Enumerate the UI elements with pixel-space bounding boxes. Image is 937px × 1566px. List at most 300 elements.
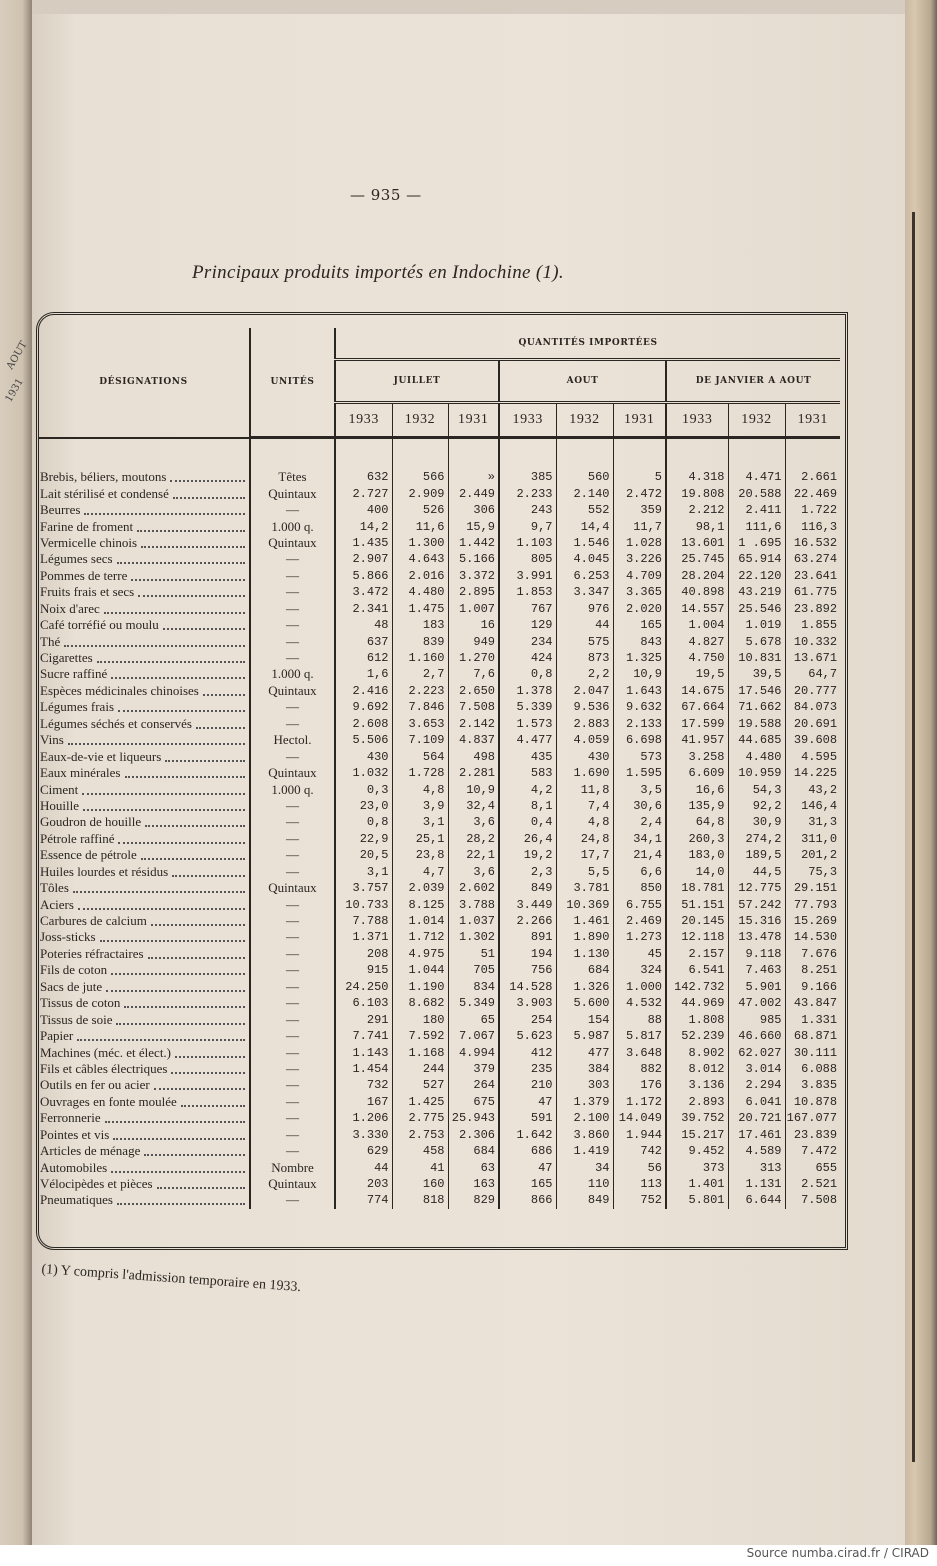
leader-dots bbox=[157, 1187, 245, 1189]
row-value: 3.136 bbox=[666, 1077, 728, 1093]
row-value: 1.728 bbox=[392, 765, 448, 781]
header-designations: DÉSIGNATIONS bbox=[38, 328, 250, 438]
designation-text: Pétrole raffiné bbox=[40, 830, 115, 846]
designation-line bbox=[40, 716, 245, 732]
row-designation bbox=[38, 880, 250, 896]
row-value: 3.648 bbox=[613, 1044, 666, 1060]
row-designation bbox=[38, 831, 250, 847]
row-value: 1.273 bbox=[613, 929, 666, 945]
row-value: 20.721 bbox=[728, 1110, 785, 1126]
row-value: 564 bbox=[392, 748, 448, 764]
row-value: 40.898 bbox=[666, 584, 728, 600]
row-value: 65.914 bbox=[728, 551, 785, 567]
row-value: 67.664 bbox=[666, 699, 728, 715]
row-value: 13.671 bbox=[785, 650, 840, 666]
table-title: Principaux produits importés en Indochine (1). bbox=[192, 262, 564, 283]
designation-text: Vélocipèdes et pièces bbox=[40, 1176, 153, 1192]
row-value: 850 bbox=[613, 880, 666, 896]
row-value: 13.601 bbox=[666, 535, 728, 551]
row-value: 22,1 bbox=[448, 847, 499, 863]
row-unit: — bbox=[250, 617, 335, 633]
leader-dots bbox=[163, 628, 245, 630]
row-value: 2.602 bbox=[448, 880, 499, 896]
row-value: 2.893 bbox=[666, 1094, 728, 1110]
table-row bbox=[38, 683, 840, 699]
designation-text: Eaux minérales bbox=[40, 765, 121, 781]
designation-line bbox=[40, 929, 245, 945]
row-value: 4,2 bbox=[499, 781, 556, 797]
leader-dots bbox=[83, 809, 245, 811]
table-row bbox=[38, 1127, 840, 1143]
row-value: 575 bbox=[556, 633, 613, 649]
row-value: 7.067 bbox=[448, 1028, 499, 1044]
row-value: 2,3 bbox=[499, 864, 556, 880]
leader-dots bbox=[113, 1138, 245, 1140]
row-value: 2.895 bbox=[448, 584, 499, 600]
row-value: 15,9 bbox=[448, 518, 499, 534]
row-value: 20,5 bbox=[335, 847, 392, 863]
row-value: 8.902 bbox=[666, 1044, 728, 1060]
row-unit: — bbox=[250, 1011, 335, 1027]
row-value: 866 bbox=[499, 1192, 556, 1208]
row-value: 1.131 bbox=[728, 1176, 785, 1192]
row-value: 15.316 bbox=[728, 913, 785, 929]
row-value: 3.014 bbox=[728, 1061, 785, 1077]
designation-line bbox=[40, 1028, 245, 1044]
row-value: 84.073 bbox=[785, 699, 840, 715]
row-designation bbox=[38, 913, 250, 929]
designation-text: Tissus de coton bbox=[40, 995, 121, 1011]
row-value: 189,5 bbox=[728, 847, 785, 863]
row-value: 19.808 bbox=[666, 485, 728, 501]
page-edge-line bbox=[912, 212, 915, 1462]
leader-dots bbox=[148, 957, 245, 959]
row-value: 110 bbox=[556, 1176, 613, 1192]
row-value: 6.041 bbox=[728, 1094, 785, 1110]
designation-line bbox=[40, 1110, 245, 1126]
table-row bbox=[38, 1028, 840, 1044]
designation-text: Vins bbox=[40, 732, 64, 748]
designation-text: Vermicelle chinois bbox=[40, 534, 138, 550]
designation-text: Fils et câbles électriques bbox=[40, 1060, 168, 1076]
row-value: 14,4 bbox=[556, 518, 613, 534]
row-value: 16.532 bbox=[785, 535, 840, 551]
leader-dots bbox=[97, 661, 245, 663]
designation-line bbox=[40, 1127, 245, 1143]
row-value: 573 bbox=[613, 748, 666, 764]
row-value: 6.103 bbox=[335, 995, 392, 1011]
row-value: 527 bbox=[392, 1077, 448, 1093]
row-value: 17.599 bbox=[666, 716, 728, 732]
table-row bbox=[38, 1011, 840, 1027]
row-value: 15.217 bbox=[666, 1127, 728, 1143]
designation-text: Café torréfié ou moulu bbox=[40, 617, 159, 633]
designation-line bbox=[40, 617, 245, 633]
table-row bbox=[38, 748, 840, 764]
row-unit: — bbox=[250, 847, 335, 863]
row-value: 1.168 bbox=[392, 1044, 448, 1060]
row-value: 2.449 bbox=[448, 485, 499, 501]
row-designation bbox=[38, 962, 250, 978]
designation-line bbox=[40, 864, 245, 880]
table-row bbox=[38, 995, 840, 1011]
row-value: 9,7 bbox=[499, 518, 556, 534]
row-value: 3.347 bbox=[556, 584, 613, 600]
row-value: 2.469 bbox=[613, 913, 666, 929]
row-designation bbox=[38, 601, 250, 617]
designation-line bbox=[40, 1061, 245, 1077]
row-unit: 1.000 q. bbox=[250, 666, 335, 682]
row-designation bbox=[38, 1061, 250, 1077]
row-value: 23.641 bbox=[785, 568, 840, 584]
designation-line bbox=[40, 519, 245, 535]
row-value: 44 bbox=[335, 1159, 392, 1175]
row-designation bbox=[38, 502, 250, 518]
row-value: 324 bbox=[613, 962, 666, 978]
row-value: 2.661 bbox=[785, 438, 840, 486]
row-value: 2.157 bbox=[666, 946, 728, 962]
row-designation bbox=[38, 732, 250, 748]
table-row bbox=[38, 781, 840, 797]
table-row bbox=[38, 601, 840, 617]
row-value: 2.306 bbox=[448, 1127, 499, 1143]
row-value: 12.118 bbox=[666, 929, 728, 945]
designation-line bbox=[40, 995, 245, 1011]
row-value: 2.294 bbox=[728, 1077, 785, 1093]
row-value: 2.142 bbox=[448, 716, 499, 732]
row-value: 61.775 bbox=[785, 584, 840, 600]
table-row bbox=[38, 1143, 840, 1159]
row-value: 17.461 bbox=[728, 1127, 785, 1143]
row-value: 2.608 bbox=[335, 716, 392, 732]
row-value: 25.546 bbox=[728, 601, 785, 617]
row-value: 1.573 bbox=[499, 716, 556, 732]
row-value: 7.463 bbox=[728, 962, 785, 978]
row-value: 385 bbox=[499, 438, 556, 486]
header-year: 1933 bbox=[499, 403, 556, 438]
designation-text: Ferronnerie bbox=[40, 1110, 101, 1126]
header-year: 1931 bbox=[613, 403, 666, 438]
designation-line bbox=[40, 1143, 245, 1159]
row-value: 180 bbox=[392, 1011, 448, 1027]
row-value: 32,4 bbox=[448, 798, 499, 814]
row-designation bbox=[38, 995, 250, 1011]
row-value: 5.623 bbox=[499, 1028, 556, 1044]
row-designation bbox=[38, 781, 250, 797]
designation-line bbox=[40, 962, 245, 978]
page-top-strip bbox=[32, 0, 905, 14]
row-value: 46.660 bbox=[728, 1028, 785, 1044]
designation-line bbox=[40, 1045, 245, 1061]
row-value: 6.088 bbox=[785, 1061, 840, 1077]
table-row bbox=[38, 864, 840, 880]
leader-dots bbox=[77, 1039, 245, 1041]
row-unit: — bbox=[250, 946, 335, 962]
row-value: 14.530 bbox=[785, 929, 840, 945]
row-value: 44,5 bbox=[728, 864, 785, 880]
row-value: 1.044 bbox=[392, 962, 448, 978]
row-value: 1.425 bbox=[392, 1094, 448, 1110]
row-unit: — bbox=[250, 1110, 335, 1126]
row-value: 1.808 bbox=[666, 1011, 728, 1027]
table-row bbox=[38, 732, 840, 748]
row-value: 2.411 bbox=[728, 502, 785, 518]
header-year: 1932 bbox=[392, 403, 448, 438]
row-unit: — bbox=[250, 913, 335, 929]
row-value: 44.685 bbox=[728, 732, 785, 748]
row-value: 0,4 bbox=[499, 814, 556, 830]
row-value: 51.151 bbox=[666, 896, 728, 912]
row-value: 43.219 bbox=[728, 584, 785, 600]
row-designation bbox=[38, 716, 250, 732]
leader-dots bbox=[151, 924, 245, 926]
row-value: 41 bbox=[392, 1159, 448, 1175]
row-value: 28.204 bbox=[666, 568, 728, 584]
row-value: 1.028 bbox=[613, 535, 666, 551]
row-value: 75,3 bbox=[785, 864, 840, 880]
row-value: 5.166 bbox=[448, 551, 499, 567]
row-value: 44 bbox=[556, 617, 613, 633]
row-value: 818 bbox=[392, 1192, 448, 1208]
row-value: 111,6 bbox=[728, 518, 785, 534]
row-value: 31,3 bbox=[785, 814, 840, 830]
row-unit: — bbox=[250, 1044, 335, 1060]
row-designation bbox=[38, 1143, 250, 1159]
row-value: 7.508 bbox=[448, 699, 499, 715]
designation-line bbox=[40, 683, 245, 699]
designation-text: Tôles bbox=[40, 880, 69, 896]
designation-line bbox=[40, 749, 245, 765]
row-value: 891 bbox=[499, 929, 556, 945]
designation-text: Sacs de jute bbox=[40, 978, 103, 994]
page-number: — 935 — bbox=[350, 186, 422, 204]
row-value: 23.839 bbox=[785, 1127, 840, 1143]
row-value: 45 bbox=[613, 946, 666, 962]
row-value: 8.682 bbox=[392, 995, 448, 1011]
table-row bbox=[38, 1159, 840, 1175]
row-value: 498 bbox=[448, 748, 499, 764]
row-value: 11,6 bbox=[392, 518, 448, 534]
row-value: 4,8 bbox=[392, 781, 448, 797]
row-value: 30.111 bbox=[785, 1044, 840, 1060]
row-value: 359 bbox=[613, 502, 666, 518]
row-value: 51 bbox=[448, 946, 499, 962]
row-value: 48 bbox=[335, 617, 392, 633]
row-value: 5.987 bbox=[556, 1028, 613, 1044]
designation-line bbox=[40, 568, 245, 584]
row-value: 41.957 bbox=[666, 732, 728, 748]
row-value: 5.801 bbox=[666, 1192, 728, 1208]
row-value: 435 bbox=[499, 748, 556, 764]
row-value: 3.781 bbox=[556, 880, 613, 896]
row-value: 4.595 bbox=[785, 748, 840, 764]
designation-line bbox=[40, 650, 245, 666]
row-value: 25.943 bbox=[448, 1110, 499, 1126]
row-value: 3.835 bbox=[785, 1077, 840, 1093]
table-row bbox=[38, 913, 840, 929]
row-value: 4.480 bbox=[392, 584, 448, 600]
row-value: 560 bbox=[556, 438, 613, 486]
row-value: 5.600 bbox=[556, 995, 613, 1011]
header-period-juillet: JUILLET bbox=[335, 360, 499, 403]
row-value: 6.698 bbox=[613, 732, 666, 748]
row-value: 655 bbox=[785, 1159, 840, 1175]
designation-text: Papier bbox=[40, 1028, 74, 1044]
row-value: 3.330 bbox=[335, 1127, 392, 1143]
designation-text: Goudron de houille bbox=[40, 814, 142, 830]
row-value: 210 bbox=[499, 1077, 556, 1093]
row-value: 6.609 bbox=[666, 765, 728, 781]
row-unit: — bbox=[250, 650, 335, 666]
row-value: 306 bbox=[448, 502, 499, 518]
row-value: 142.732 bbox=[666, 979, 728, 995]
row-unit: — bbox=[250, 1127, 335, 1143]
row-designation bbox=[38, 650, 250, 666]
row-value: 260,3 bbox=[666, 831, 728, 847]
row-value: 2.416 bbox=[335, 683, 392, 699]
row-value: 4.827 bbox=[666, 633, 728, 649]
leader-dots bbox=[84, 513, 245, 515]
row-unit: — bbox=[250, 896, 335, 912]
row-value: 756 bbox=[499, 962, 556, 978]
table-row bbox=[38, 896, 840, 912]
row-designation bbox=[38, 617, 250, 633]
table-row bbox=[38, 1192, 840, 1208]
row-value: 2,2 bbox=[556, 666, 613, 682]
designation-text: Espèces médicinales chinoises bbox=[40, 682, 199, 698]
leader-dots bbox=[73, 891, 245, 893]
row-value: 458 bbox=[392, 1143, 448, 1159]
row-designation bbox=[38, 864, 250, 880]
row-unit: — bbox=[250, 502, 335, 518]
row-value: 1.270 bbox=[448, 650, 499, 666]
row-value: 1.378 bbox=[499, 683, 556, 699]
row-value: 26,4 bbox=[499, 831, 556, 847]
table-row bbox=[38, 535, 840, 551]
row-value: 1.172 bbox=[613, 1094, 666, 1110]
leader-dots bbox=[137, 530, 245, 532]
row-unit: Quintaux bbox=[250, 880, 335, 896]
row-value: 47.002 bbox=[728, 995, 785, 1011]
designation-line bbox=[40, 946, 245, 962]
designation-text: Outils en fer ou acier bbox=[40, 1077, 150, 1093]
designation-line bbox=[40, 1094, 245, 1110]
header-period-aout: AOUT bbox=[499, 360, 666, 403]
row-value: 373 bbox=[666, 1159, 728, 1175]
row-designation bbox=[38, 1011, 250, 1027]
row-value: 3.365 bbox=[613, 584, 666, 600]
row-value: 7.109 bbox=[392, 732, 448, 748]
row-value: 732 bbox=[335, 1077, 392, 1093]
designation-text: Essence de pétrole bbox=[40, 847, 137, 863]
row-value: 7.592 bbox=[392, 1028, 448, 1044]
row-value: 3,5 bbox=[613, 781, 666, 797]
row-value: 1.007 bbox=[448, 601, 499, 617]
row-value: 1.595 bbox=[613, 765, 666, 781]
row-value: 583 bbox=[499, 765, 556, 781]
row-designation bbox=[38, 584, 250, 600]
row-unit: — bbox=[250, 699, 335, 715]
row-value: 4.471 bbox=[728, 438, 785, 486]
row-unit: — bbox=[250, 584, 335, 600]
row-value: 2,4 bbox=[613, 814, 666, 830]
row-value: 1.325 bbox=[613, 650, 666, 666]
header-year: 1932 bbox=[556, 403, 613, 438]
row-value: 208 bbox=[335, 946, 392, 962]
row-value: 22,9 bbox=[335, 831, 392, 847]
designation-text: Fruits frais et secs bbox=[40, 584, 135, 600]
row-value: 949 bbox=[448, 633, 499, 649]
row-value: 379 bbox=[448, 1061, 499, 1077]
leader-dots bbox=[196, 727, 245, 729]
row-value: 637 bbox=[335, 633, 392, 649]
row-value: 116,3 bbox=[785, 518, 840, 534]
designation-text: Eaux-de-vie et liqueurs bbox=[40, 748, 162, 764]
row-value: 18.781 bbox=[666, 880, 728, 896]
row-value: 430 bbox=[556, 748, 613, 764]
row-value: 129 bbox=[499, 617, 556, 633]
row-value: 2.233 bbox=[499, 485, 556, 501]
row-value: 10.332 bbox=[785, 633, 840, 649]
row-unit: — bbox=[250, 831, 335, 847]
row-value: 39.752 bbox=[666, 1110, 728, 1126]
row-value: 3.653 bbox=[392, 716, 448, 732]
row-value: 2.521 bbox=[785, 1176, 840, 1192]
row-designation bbox=[38, 518, 250, 534]
designation-line bbox=[40, 798, 245, 814]
row-value: 629 bbox=[335, 1143, 392, 1159]
row-value: 1 .695 bbox=[728, 535, 785, 551]
leader-dots bbox=[106, 990, 245, 992]
row-value: 2.753 bbox=[392, 1127, 448, 1143]
row-value: 1.000 bbox=[613, 979, 666, 995]
row-unit: — bbox=[250, 1028, 335, 1044]
table-row bbox=[38, 962, 840, 978]
row-value: 64,8 bbox=[666, 814, 728, 830]
row-unit: 1.000 q. bbox=[250, 518, 335, 534]
table-row bbox=[38, 1094, 840, 1110]
row-value: 1.032 bbox=[335, 765, 392, 781]
designation-line bbox=[40, 814, 245, 830]
row-value: 14.225 bbox=[785, 765, 840, 781]
row-value: 1.326 bbox=[556, 979, 613, 995]
row-value: 5.901 bbox=[728, 979, 785, 995]
designation-text: Thé bbox=[40, 633, 61, 649]
row-designation bbox=[38, 485, 250, 501]
row-designation bbox=[38, 1192, 250, 1208]
row-value: 2.047 bbox=[556, 683, 613, 699]
designation-line bbox=[40, 634, 245, 650]
table-row bbox=[38, 814, 840, 830]
table-row bbox=[38, 1077, 840, 1093]
row-value: 4.643 bbox=[392, 551, 448, 567]
row-value: 274,2 bbox=[728, 831, 785, 847]
row-value: 2.909 bbox=[392, 485, 448, 501]
row-value: 526 bbox=[392, 502, 448, 518]
row-value: 39,5 bbox=[728, 666, 785, 682]
row-unit: — bbox=[250, 1192, 335, 1208]
row-value: 234 bbox=[499, 633, 556, 649]
row-value: 14.675 bbox=[666, 683, 728, 699]
leader-dots bbox=[181, 1105, 245, 1107]
row-value: 4.589 bbox=[728, 1143, 785, 1159]
leader-dots bbox=[125, 776, 246, 778]
leader-dots bbox=[141, 546, 245, 548]
row-value: 1.643 bbox=[613, 683, 666, 699]
table-row bbox=[38, 716, 840, 732]
row-value: 1.206 bbox=[335, 1110, 392, 1126]
designation-line bbox=[40, 535, 245, 551]
